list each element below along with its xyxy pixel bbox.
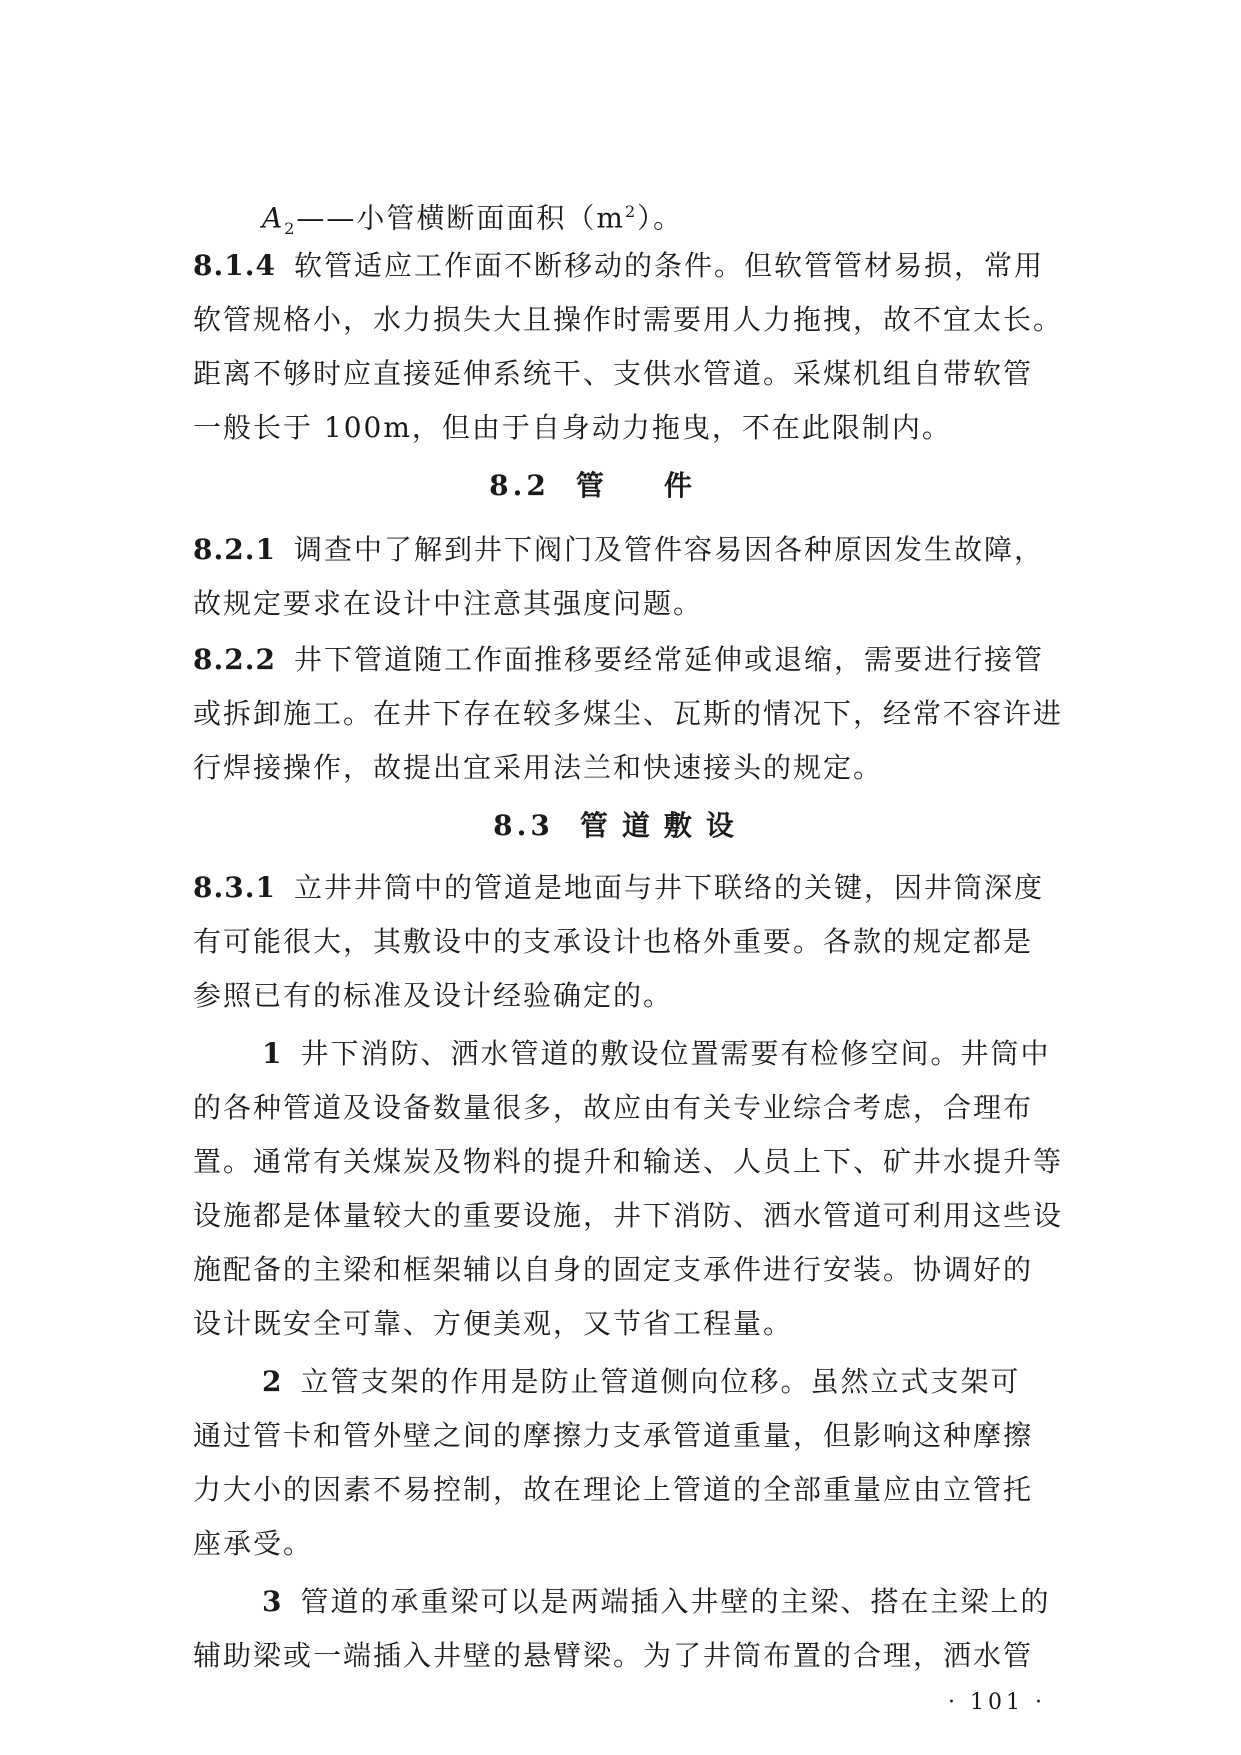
clause-8-3-1-line-1 xyxy=(193,868,1044,908)
formula-subscript: 2 xyxy=(284,218,297,238)
clause-number: 8.3.1 xyxy=(193,871,276,904)
item-1-line-4: 设施都是体量较大的重要设施，井下消防、洒水管道可利用这些设 xyxy=(193,1199,1064,1232)
clause-8-1-4-line-1 xyxy=(193,246,1044,286)
clause-8-3-1-line-3: 参照已有的标准及设计经验确定的。 xyxy=(193,979,674,1012)
item-text: 井下消防、洒水管道的敷设位置需要有检修空间。井筒中 xyxy=(300,1037,1051,1070)
item-3-line-2: 辅助梁或一端插入井壁的悬臂梁。为了井筒布置的合理，洒水管 xyxy=(193,1639,1034,1672)
formula-text-end: ）。 xyxy=(637,201,684,235)
item-text: 立管支架的作用是防止管道侧向位移。虽然立式支架可 xyxy=(300,1365,1021,1398)
formula-dash: —— xyxy=(296,201,357,235)
item-2-line-1 xyxy=(262,1362,1021,1402)
item-2-line-4: 座承受。 xyxy=(193,1527,314,1560)
section-title: 管件 xyxy=(575,469,752,502)
clause-number: 8.2.2 xyxy=(193,643,276,676)
clause-text: 调查中了解到井下阀门及管件容易因各种原因发生故障， xyxy=(293,533,1044,566)
page-number: · 101 · xyxy=(948,1690,1046,1715)
section-number: 8.3 xyxy=(493,809,554,842)
clause-number: 8.1.4 xyxy=(193,249,276,282)
formula-variable: A xyxy=(262,201,285,235)
formula-superscript: 2 xyxy=(624,202,638,221)
item-number: 2 xyxy=(262,1365,283,1398)
section-heading-8-2 xyxy=(0,466,1241,506)
clause-text: 软管适应工作面不断移动的条件。但软管管材易损，常用 xyxy=(293,249,1044,282)
clause-text: 立井井筒中的管道是地面与井下联络的关键，因井筒深度 xyxy=(293,871,1044,904)
section-heading-8-3 xyxy=(0,806,1241,846)
item-1-line-5: 施配备的主梁和框架辅以自身的固定支承件进行安装。协调好的 xyxy=(193,1253,1034,1286)
clause-8-1-4-line-4: 一般长于 100m，但由于自身动力拖曳，不在此限制内。 xyxy=(193,411,952,444)
section-number: 8.2 xyxy=(489,469,550,502)
clause-text: 井下管道随工作面推移要经常延伸或退缩，需要进行接管 xyxy=(293,643,1044,676)
formula-text: 小管横断面面积（m xyxy=(356,201,625,235)
formula-definition xyxy=(262,192,683,249)
item-2-line-2: 通过管卡和管外壁之间的摩擦力支承管道重量，但影响这种摩擦 xyxy=(193,1419,1034,1452)
item-text: 管道的承重梁可以是两端插入井壁的主梁、搭在主梁上的 xyxy=(300,1585,1051,1618)
section-title: 管道敷设 xyxy=(579,809,748,842)
item-1-line-1 xyxy=(262,1034,1051,1074)
item-1-line-6: 设计既安全可靠、方便美观，又节省工程量。 xyxy=(193,1307,794,1340)
item-number: 1 xyxy=(262,1037,283,1070)
clause-8-2-2-line-1 xyxy=(193,640,1044,680)
item-1-line-2: 的各种管道及设备数量很多，故应由有关专业综合考虑，合理布 xyxy=(193,1091,1034,1124)
item-number: 3 xyxy=(262,1585,283,1618)
clause-8-2-1-line-1 xyxy=(193,530,1044,570)
item-2-line-3: 力大小的因素不易控制，故在理论上管道的全部重量应由立管托 xyxy=(193,1473,1034,1506)
clause-8-2-2-line-3: 行焊接操作，故提出宜采用法兰和快速接头的规定。 xyxy=(193,751,884,784)
clause-8-2-2-line-2: 或拆卸施工。在井下存在较多煤尘、瓦斯的情况下，经常不容许进 xyxy=(193,697,1064,730)
clause-8-3-1-line-2: 有可能很大，其敷设中的支承设计也格外重要。各款的规定都是 xyxy=(193,925,1034,958)
clause-number: 8.2.1 xyxy=(193,533,276,566)
item-1-line-3: 置。通常有关煤炭及物料的提升和输送、人员上下、矿井水提升等 xyxy=(193,1145,1064,1178)
clause-8-1-4-line-3: 距离不够时应直接延伸系统干、支供水管道。采煤机组自带软管 xyxy=(193,357,1034,390)
clause-8-1-4-line-2: 软管规格小，水力损失大且操作时需要用人力拖拽，故不宜太长。 xyxy=(193,303,1064,336)
clause-8-2-1-line-2: 故规定要求在设计中注意其强度问题。 xyxy=(193,587,704,620)
